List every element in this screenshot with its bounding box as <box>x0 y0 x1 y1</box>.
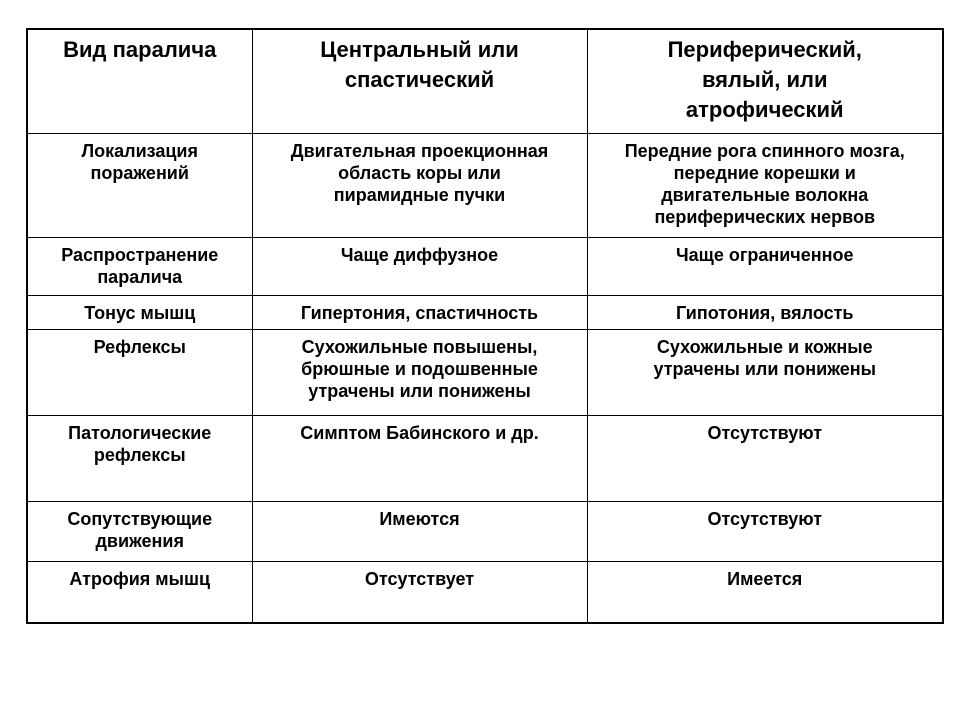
table-row-pathological-reflexes <box>27 415 943 501</box>
header-text: Центральный или спастический <box>320 37 519 92</box>
row-label-cell <box>27 133 252 237</box>
row-label-cell <box>27 237 252 295</box>
row-label-cell <box>27 295 252 329</box>
peripheral-cell <box>587 501 943 561</box>
row-label-cell <box>27 415 252 501</box>
cell-text: Распространение паралича <box>61 244 219 287</box>
central-cell <box>252 561 587 623</box>
table-row-localization <box>27 133 943 237</box>
cell-text: Тонус мышц <box>84 302 196 323</box>
peripheral-cell <box>587 295 943 329</box>
cell-text: Сопутствующие движения <box>67 508 213 551</box>
cell-text: Сухожильные и кожные утрачены или понижены <box>653 336 876 379</box>
row-label-cell <box>27 329 252 415</box>
central-cell <box>252 329 587 415</box>
row-label-cell <box>27 501 252 561</box>
central-cell <box>252 133 587 237</box>
header-cell-peripheral <box>587 29 943 133</box>
peripheral-cell <box>587 329 943 415</box>
header-text: Периферический, вялый, или атрофический <box>667 37 862 122</box>
cell-text: Сухожильные повышены, брюшные и подошвенные утрачены или понижены <box>301 336 538 401</box>
table-row-distribution <box>27 237 943 295</box>
cell-text: Патологические рефлексы <box>68 422 212 465</box>
table-row-muscle-atrophy <box>27 561 943 623</box>
peripheral-cell <box>587 133 943 237</box>
table-row-associated-movements <box>27 501 943 561</box>
cell-text: Гипертония, спастичность <box>300 302 539 323</box>
central-cell <box>252 237 587 295</box>
header-cell-central <box>252 29 587 133</box>
cell-text: Имеются <box>379 508 460 529</box>
peripheral-cell <box>587 237 943 295</box>
peripheral-cell <box>587 561 943 623</box>
cell-text: Двигательная проекционная область коры или пирамидные пучки <box>290 140 549 205</box>
table-row-muscle-tone <box>27 295 943 329</box>
table-row-reflexes <box>27 329 943 415</box>
header-cell-paralysis-type <box>27 29 252 133</box>
cell-text: Локализация поражений <box>81 140 198 183</box>
central-cell <box>252 295 587 329</box>
cell-text: Отсутствуют <box>707 422 823 443</box>
cell-text: Чаще диффузное <box>340 244 499 265</box>
header-row <box>27 29 943 133</box>
row-label-cell <box>27 561 252 623</box>
peripheral-cell <box>587 415 943 501</box>
cell-text: Чаще ограниченное <box>675 244 854 265</box>
cell-text: Гипотония, вялость <box>676 302 854 323</box>
cell-text: Передние рога спинного мозга, передние корешки и двигательные волокна периферических нервов <box>624 140 905 227</box>
central-cell <box>252 415 587 501</box>
central-cell <box>252 501 587 561</box>
cell-text: Симптом Бабинского и др. <box>300 422 539 443</box>
cell-text: Рефлексы <box>93 336 186 357</box>
cell-text: Отсутствуют <box>707 508 823 529</box>
paralysis-comparison-table <box>26 28 944 624</box>
cell-text: Имеется <box>727 568 803 589</box>
cell-text: Отсутствует <box>364 568 475 589</box>
cell-text: Атрофия мышц <box>69 568 211 589</box>
header-text: Вид паралича <box>63 37 217 62</box>
